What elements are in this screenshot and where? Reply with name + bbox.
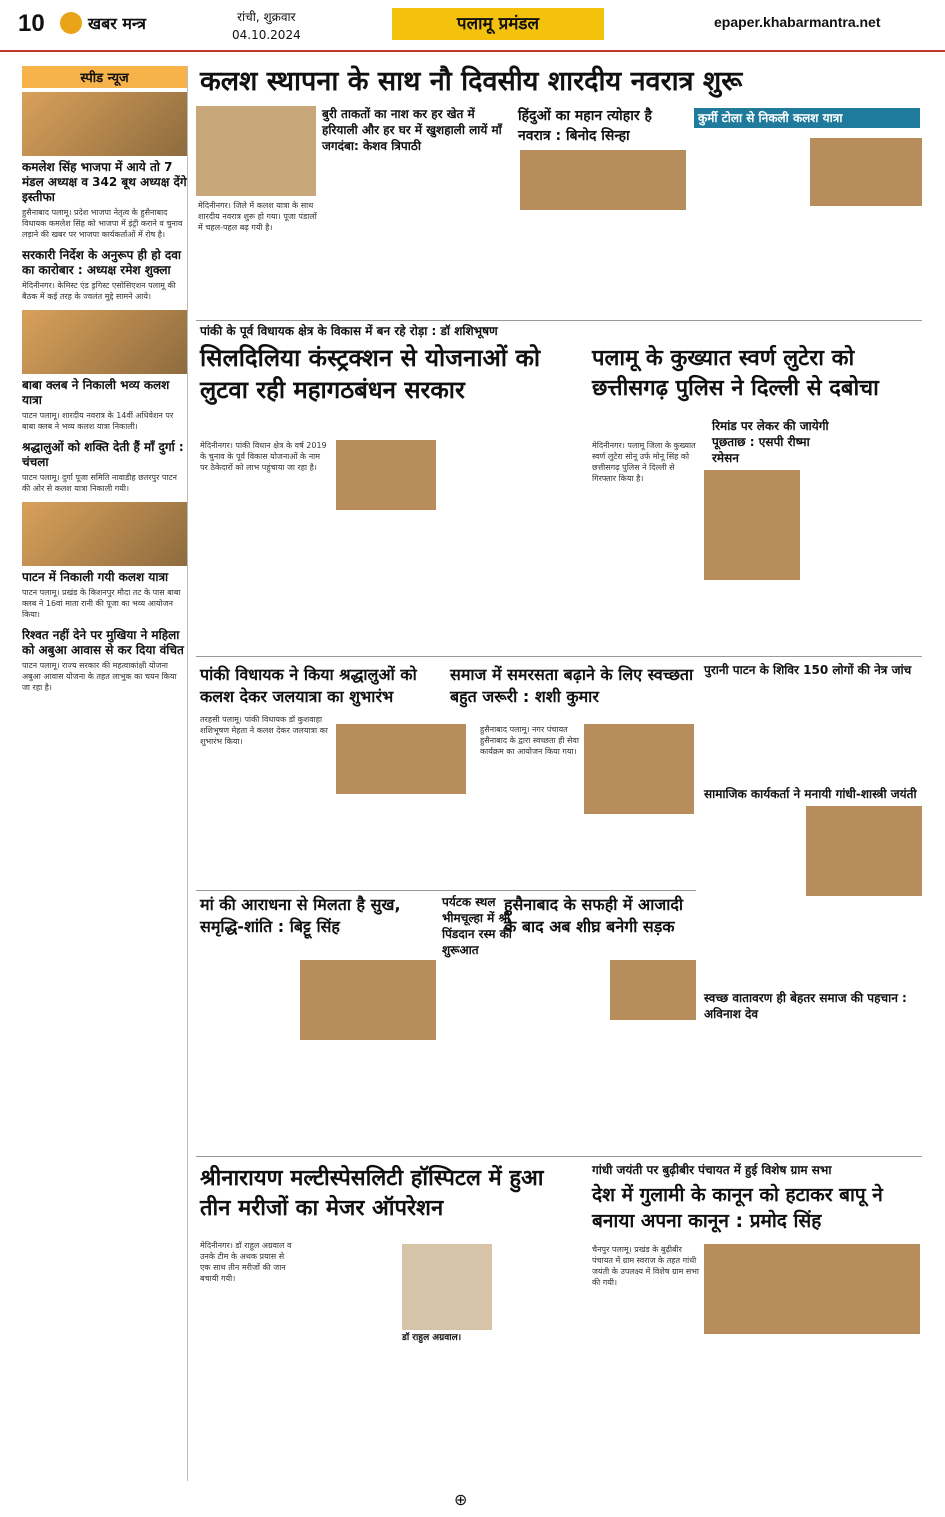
epaper-link[interactable]: epaper.khabarmantra.net	[714, 14, 881, 30]
story-2-photo	[704, 470, 800, 580]
rail-story-head: श्रद्धालुओं को शक्ति देती हैं माँ दुर्गा : चंचला	[22, 440, 184, 469]
print-footer	[0, 1490, 945, 1510]
rail-story-body: पाटन पलामू। शारदीय नवरात्र के 14वीं अधिवेशन पर बाबा क्लब ने भव्य कलश यात्रा निकाली।	[22, 411, 174, 431]
story-11-caption: डॉ राहुल अग्रवाल।	[402, 1333, 462, 1343]
lead-body: मेदिनीनगर। जिले में कलश यात्रा के साथ शारदीय नवरात्र शुरू हो गया। पूजा पंडालों में चहल-पहल बढ़ गयी है।	[198, 201, 317, 232]
story-10-headline: स्वच्छ वातावरण ही बेहतर समाज की पहचान : अविनाश देव	[704, 991, 907, 1021]
story-11-headline: श्रीनारायण मल्टीस्पेसलिटी हॉस्पिटल में हुआ तीन मरीजों का मेजर ऑपरेशन	[200, 1166, 544, 1221]
rail-story	[22, 628, 187, 693]
story-2-headline: पलामू के कुख्यात स्वर्ण लुटेरा को छत्तीसगढ़ पुलिस ने दिल्ली से दबोचा	[592, 346, 879, 401]
issue-date: 04.10.2024	[232, 28, 301, 42]
rail-photo	[22, 502, 187, 566]
story-8-headline: पर्यटक स्थल भीमचूल्हा में श्री पिंडदान रस्म की शुरूआत	[442, 895, 512, 957]
story-1-photo	[336, 440, 436, 510]
brand-name: खबर मन्त्र	[88, 14, 146, 33]
story-12-kicker: गांधी जयंती पर बुढ़ीबीर पंचायत में हुई विशेष ग्राम सभा	[592, 1163, 832, 1177]
rail-story-body: मेदिनीनगर। केमिस्ट एंड ड्रगिस्ट एसोसिएशन पलामू की बैठक में कई तरह के ज्वलंत मुद्दे सामने आये।	[22, 281, 176, 301]
story-3-photo	[336, 724, 466, 794]
story-11-photo	[402, 1244, 492, 1330]
rail-photo	[22, 310, 187, 374]
rail-story-head: बाबा क्लब ने निकाली भव्य कलश यात्रा	[22, 378, 170, 407]
speed-news-tag: स्पीड न्यूज	[22, 66, 187, 88]
city-day: रांची, शुक्रवार	[237, 10, 296, 24]
rail-story-body: पाटन पलामू। प्रखंड के किशनपुर मौदा तट के पास बाबा क्लब ने 16वां माता रानी की पूजा का भव्य आयोजन किया।	[22, 588, 181, 619]
lead-subhead-1: बुरी ताकतों का नाश कर हर खेत में हरियाली और हर घर में खुशहाली लायें माँ जगदंबा: केशव त्रिपाठी	[322, 107, 502, 153]
story-4-body: हुसैनाबाद पलामू। नगर पंचायत हुसैनाबाद के द्वारा स्वच्छता ही सेवा कार्यक्रम का आयोजन किया गया।	[480, 725, 579, 756]
lead-subhead-2: हिंदुओं का महान त्योहार है नवरात्र : बिनोद सिन्हा	[518, 108, 652, 144]
brand-logo-icon	[60, 12, 82, 34]
rail-story	[22, 570, 187, 620]
story-3-body: तरहसी पलामू। पांकी विधायक डॉ कुशवाहा शशिभूषण मेहता ने कलश देकर जलयात्रा का शुभारंभ किया।	[200, 715, 328, 746]
rail-story	[22, 378, 187, 432]
lead-photo-3	[810, 138, 922, 206]
story-6-photo	[806, 806, 922, 896]
story-2-body: मेदिनीनगर। पलामू जिला के कुख्यात स्वर्ण लुटेरा सोनू उर्फ मोनू सिंह को छत्तीसगढ़ पुलिस ने दिल्ली से गिरफ्तार किया है।	[592, 441, 696, 483]
story-7-headline: मां की आराधना से मिलता है सुख, समृद्धि-शांति : बिट्टू सिंह	[200, 895, 401, 936]
rail-photo	[22, 92, 187, 156]
rail-story-head: सरकारी निर्देश के अनुरूप ही हो दवा का कारोबार : अध्यक्ष रमेश शुक्ला	[22, 248, 182, 277]
story-12-headline: देश में गुलामी के कानून को हटाकर बापू ने बनाया अपना कानून : प्रमोद सिंह	[592, 1184, 883, 1232]
story-9-headline: हुसैनाबाद के सफही में आजादी के बाद अब शीघ्र बनेगी सड़क	[504, 895, 684, 936]
page-number: 10	[18, 10, 45, 37]
story-1-headline: सिलदिलिया कंस्ट्रक्शन से योजनाओं को लुटवा रही महागठबंधन सरकार	[200, 344, 541, 404]
story-3-headline: पांकी विधायक ने किया श्रद्धालुओं को कलश देकर जलयात्रा का शुभारंभ	[200, 665, 417, 706]
story-12-body: चैनपुर पलामू। प्रखंड के बुढ़ीबीर पंचायत में ग्राम स्वराज के तहत गांधी जयंती के उपलक्ष्य में विशेष ग्राम सभा की गयी।	[592, 1245, 700, 1287]
rail-story	[22, 248, 187, 302]
story-4-headline: समाज में समरसता बढ़ाने के लिए स्वच्छता बहुत जरूरी : शशी कुमार	[450, 665, 694, 706]
story-6-headline: सामाजिक कार्यकर्ता ने मनायी गांधी-शास्त्री जयंती	[704, 787, 917, 801]
lead-photo-2	[520, 150, 686, 210]
rail-story	[22, 160, 187, 240]
divider	[196, 1156, 922, 1157]
story-2-sidebar: रिमांड पर लेकर की जायेगी पूछताछ : एसपी रीष्मा रमेसन	[712, 419, 829, 465]
rail-story-head: कमलेश सिंह भाजपा में आये तो 7 मंडल अध्यक्ष व 342 बूथ अध्यक्ष देंगे इस्तीफा	[22, 160, 187, 204]
dateline	[232, 8, 301, 44]
divider	[196, 320, 922, 321]
lead-headline: कलश स्थापना के साथ नौ दिवसीय शारदीय नवरात्र शुरू	[200, 66, 743, 97]
speed-news-rail	[22, 66, 188, 1481]
story-4-photo	[584, 724, 694, 814]
story-12-photo	[704, 1244, 920, 1334]
rail-story-body: हुसैनाबाद पलामू। प्रदेश भाजपा नेतृत्व के हुसैनाबाद विधायक कमलेश सिंह को भाजपा में इंट्री कराने व चुनाव लड़ाने की खबर पर भाजपा कार्यकर्ताओं में रोष है।	[22, 208, 183, 239]
story-1-body: मेदिनीनगर। पांकी विधान क्षेत्र के वर्ष 2019 के चुनाव के पूर्व विकास योजनाओं के नाम पर ठेकेदारों को लाभ पहुंचाया जा रहा है।	[200, 441, 327, 472]
masthead	[0, 0, 945, 52]
rail-story-body: पाटन पलामू। दुर्गा पूजा समिति नावाडीह छतरपुर पाटन की ओर से कलश यात्रा निकाली गयी।	[22, 473, 177, 493]
story-9-photo	[610, 960, 696, 1020]
rail-story-body: पाटन पलामू। राज्य सरकार की महत्वाकांक्षी योजना अबुआ आवास योजना के तहत लाभुक का चयन किया जा रहा है।	[22, 661, 177, 692]
page-title: पलामू प्रमंडल	[392, 8, 604, 40]
rail-story-head: रिश्वत नहीं देने पर मुखिया ने महिला को अबुआ आवास से कर दिया वंचित	[22, 628, 184, 657]
story-5-headline: पुरानी पाटन के शिविर 150 लोगों की नेत्र जांच	[704, 663, 912, 677]
rail-story	[22, 440, 187, 494]
lead-photo	[196, 106, 316, 196]
divider	[196, 656, 922, 657]
story-7-photo	[300, 960, 436, 1040]
registration-mark-icon: ⊕	[454, 1490, 468, 1509]
rail-story-head: पाटन में निकाली गयी कलश यात्रा	[22, 570, 169, 584]
story-11-body: मेदिनीनगर। डॉ राहुल अग्रवाल व उनके टीम के अथक प्रयास से एक साथ तीन मरीजों की जान बचायी गयी।	[200, 1241, 292, 1283]
divider	[196, 890, 696, 891]
lead-subhead-3: कुर्मी टोला से निकली कलश यात्रा	[694, 108, 920, 128]
story-1-kicker: पांकी के पूर्व विधायक क्षेत्र के विकास में बन रहे रोड़ा : डॉ शशिभूषण	[200, 324, 498, 338]
